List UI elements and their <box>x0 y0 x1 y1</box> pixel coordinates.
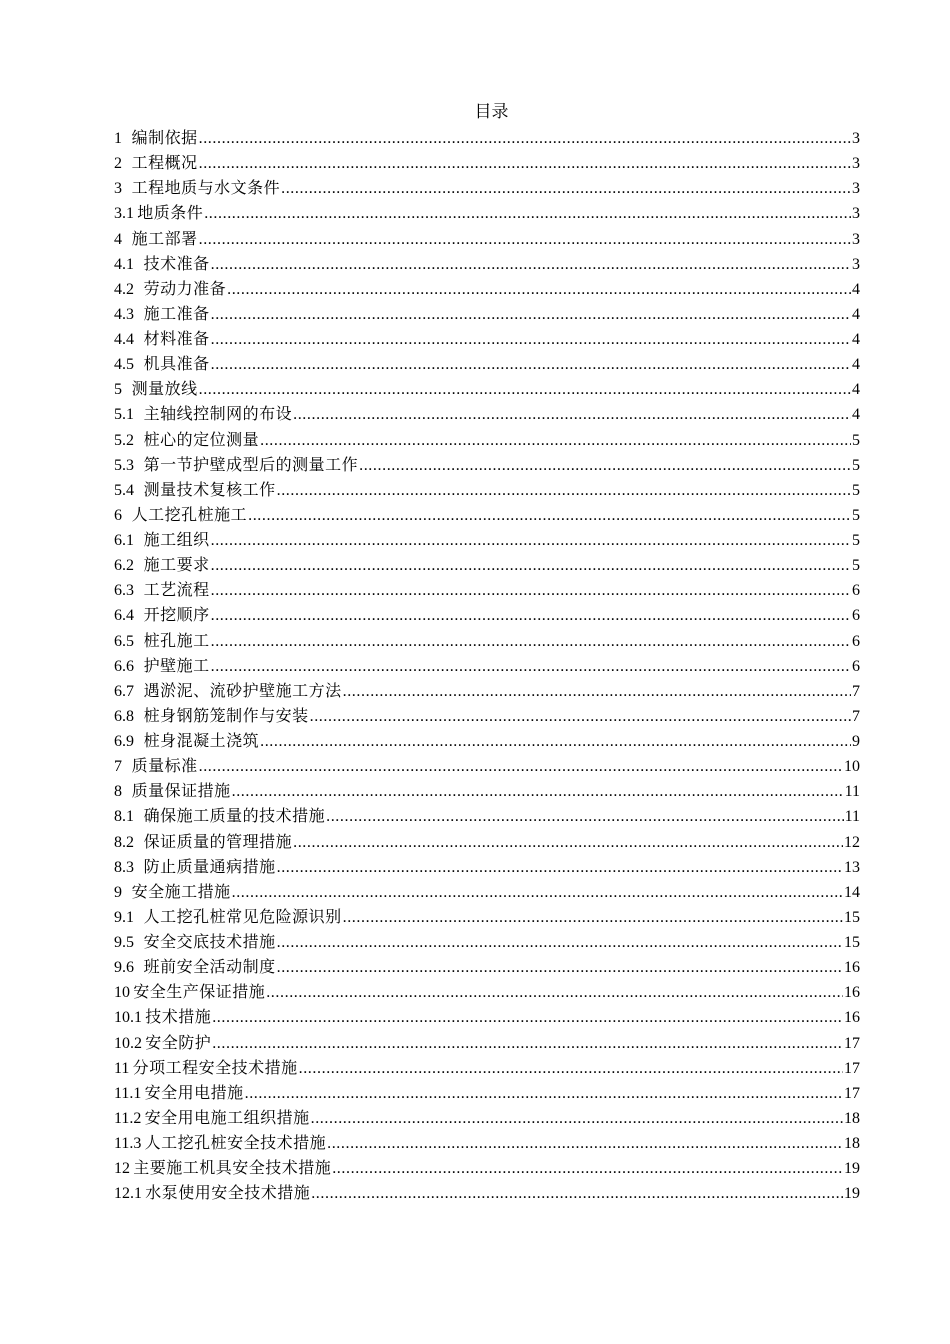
toc-entry-page-number: 17 <box>844 1059 860 1077</box>
toc-entry-number: 5.2 <box>114 431 134 449</box>
toc-entry[interactable] <box>114 754 860 779</box>
toc-dot-leader <box>293 830 843 855</box>
toc-dot-leader <box>260 729 851 754</box>
toc-entry[interactable] <box>114 277 860 302</box>
toc-entry-number: 6.6 <box>114 657 134 675</box>
toc-dot-leader <box>211 603 851 628</box>
toc-list <box>114 126 860 1206</box>
toc-dot-leader <box>326 804 843 829</box>
toc-entry[interactable] <box>114 377 860 402</box>
toc-entry[interactable] <box>114 1081 860 1106</box>
toc-entry-number: 1 <box>114 130 122 147</box>
toc-entry-title: 编制依据 <box>131 130 198 147</box>
toc-entry-page-number: 11 <box>844 808 860 826</box>
toc-entry-page-number: 10 <box>844 758 860 776</box>
toc-dot-leader <box>293 402 851 427</box>
toc-entry-title: 班前安全活动制度 <box>143 959 276 977</box>
toc-entry[interactable] <box>114 352 860 377</box>
toc-entry-number: 6.8 <box>114 707 134 725</box>
toc-entry[interactable] <box>114 126 860 151</box>
toc-dot-leader <box>232 880 843 905</box>
toc-entry-title: 安全用电措施 <box>144 1084 244 1102</box>
toc-entry-page-number: 19 <box>844 1185 860 1203</box>
toc-entry-number: 2 <box>114 155 122 173</box>
toc-entry-number: 8.3 <box>114 858 134 876</box>
toc-entry[interactable] <box>114 578 860 603</box>
toc-dot-leader <box>245 1081 843 1106</box>
toc-entry-title: 安全交底技术措施 <box>143 934 276 951</box>
toc-entry-page-number: 11 <box>844 783 860 801</box>
toc-dot-leader <box>204 201 851 226</box>
toc-entry[interactable] <box>114 654 860 679</box>
toc-entry-page-number: 18 <box>844 1109 860 1127</box>
toc-entry-number: 11.3 <box>114 1135 142 1152</box>
toc-entry[interactable] <box>114 905 860 930</box>
toc-entry-page-number: 6 <box>852 607 860 625</box>
toc-entry[interactable] <box>114 955 860 980</box>
toc-dot-leader <box>199 377 851 402</box>
toc-entry-number: 3 <box>114 180 122 198</box>
toc-entry-page-number: 7 <box>852 682 860 700</box>
toc-entry-title: 第一节护壁成型后的测量工作 <box>143 456 359 474</box>
toc-entry-title: 保证质量的管理措施 <box>143 833 293 851</box>
toc-entry-page-number: 5 <box>852 506 860 524</box>
toc-entry-number: 10.1 <box>114 1009 142 1027</box>
toc-entry[interactable] <box>114 151 860 176</box>
toc-dot-leader <box>311 1181 843 1206</box>
toc-entry[interactable] <box>114 1131 860 1156</box>
toc-entry-number: 12 <box>114 1160 130 1178</box>
toc-dot-leader <box>211 553 851 578</box>
toc-dot-leader <box>277 930 843 955</box>
toc-entry-title: 劳动力准备 <box>143 280 227 298</box>
toc-dot-leader <box>211 352 851 377</box>
toc-entry[interactable] <box>114 980 860 1005</box>
toc-dot-leader <box>310 704 851 729</box>
toc-dot-leader <box>211 252 851 277</box>
toc-entry-page-number: 13 <box>844 858 860 876</box>
toc-dot-leader <box>227 277 851 302</box>
toc-entry[interactable] <box>114 629 860 654</box>
toc-entry[interactable] <box>114 453 860 478</box>
toc-entry[interactable] <box>114 603 860 628</box>
toc-dot-leader <box>281 176 851 201</box>
toc-entry-page-number: 17 <box>844 1034 860 1052</box>
toc-entry-title: 防止质量通病措施 <box>143 858 276 876</box>
toc-entry-page-number: 6 <box>852 632 860 650</box>
toc-entry-number: 6 <box>114 506 122 524</box>
toc-dot-leader <box>199 126 851 151</box>
toc-entry-number: 5.1 <box>114 406 134 424</box>
toc-entry-page-number: 14 <box>844 883 860 901</box>
toc-entry-page-number: 15 <box>844 934 860 951</box>
toc-entry-page-number: 4 <box>852 406 860 424</box>
toc-dot-leader <box>332 1156 843 1181</box>
toc-entry-number: 4 <box>114 230 122 248</box>
toc-entry-number: 10 <box>114 984 130 1002</box>
toc-entry-number: 6.4 <box>114 607 134 625</box>
toc-dot-leader <box>311 1106 843 1131</box>
toc-entry-number: 5.4 <box>114 481 134 499</box>
toc-entry-title: 人工挖孔桩常见危险源识别 <box>143 908 342 926</box>
toc-dot-leader <box>211 629 851 654</box>
toc-entry-number: 8.1 <box>114 808 134 826</box>
toc-dot-leader <box>211 327 851 352</box>
toc-entry-title: 人工挖孔桩安全技术措施 <box>144 1135 327 1152</box>
toc-entry-title: 工程地质与水文条件 <box>131 180 281 198</box>
toc-dot-leader <box>277 478 851 503</box>
toc-entry-page-number: 4 <box>852 331 860 348</box>
toc-dot-leader <box>211 578 851 603</box>
toc-entry-page-number: 5 <box>852 481 860 499</box>
toc-entry[interactable] <box>114 880 860 905</box>
toc-entry-number: 9.6 <box>114 959 134 977</box>
toc-dot-leader <box>343 679 851 704</box>
toc-entry-page-number: 16 <box>844 984 860 1002</box>
toc-dot-leader <box>199 227 851 252</box>
toc-entry[interactable] <box>114 1106 860 1131</box>
toc-entry-page-number: 4 <box>852 305 860 323</box>
toc-entry-title: 分项工程安全技术措施 <box>132 1059 298 1077</box>
toc-entry-title: 测量技术复核工作 <box>143 481 276 499</box>
toc-entry-number: 9 <box>114 883 122 901</box>
toc-entry-number: 6.2 <box>114 557 134 575</box>
toc-entry-title: 地质条件 <box>137 205 204 223</box>
toc-entry[interactable] <box>114 176 860 201</box>
toc-entry-page-number: 18 <box>844 1135 860 1152</box>
toc-dot-leader <box>327 1131 843 1156</box>
toc-entry-number: 4.5 <box>114 356 134 374</box>
toc-entry-number: 12.1 <box>114 1185 142 1203</box>
toc-entry-title: 桩身钢筋笼制作与安装 <box>143 707 309 725</box>
toc-entry-page-number: 3 <box>852 205 860 223</box>
toc-entry-title: 桩身混凝土浇筑 <box>143 733 260 750</box>
toc-entry-number: 11 <box>114 1059 130 1077</box>
toc-entry-title: 安全生产保证措施 <box>133 984 266 1002</box>
toc-dot-leader <box>359 453 851 478</box>
toc-entry[interactable] <box>114 704 860 729</box>
toc-entry-page-number: 12 <box>844 833 860 851</box>
toc-entry-number: 9.1 <box>114 908 134 926</box>
toc-entry-title: 人工挖孔桩施工 <box>131 506 248 524</box>
toc-entry-number: 5 <box>114 381 122 399</box>
toc-entry[interactable] <box>114 804 860 829</box>
toc-entry-page-number: 3 <box>852 255 860 273</box>
toc-entry-title: 安全防护 <box>145 1034 212 1052</box>
toc-dot-leader <box>211 654 851 679</box>
toc-dot-leader <box>299 1056 843 1081</box>
toc-entry[interactable] <box>114 528 860 553</box>
toc-entry-number: 3.1 <box>114 205 134 223</box>
toc-entry-title: 护壁施工 <box>143 657 210 675</box>
toc-entry-page-number: 16 <box>844 959 860 977</box>
toc-entry[interactable] <box>114 227 860 252</box>
toc-entry[interactable] <box>114 1056 860 1081</box>
toc-entry-page-number: 17 <box>844 1084 860 1102</box>
toc-entry[interactable] <box>114 252 860 277</box>
toc-entry-title: 施工部署 <box>131 230 198 248</box>
toc-entry[interactable] <box>114 201 860 226</box>
toc-entry[interactable] <box>114 729 860 754</box>
toc-dot-leader <box>212 1005 843 1030</box>
toc-entry-page-number: 3 <box>852 180 860 198</box>
toc-entry-title: 机具准备 <box>143 356 210 374</box>
toc-entry-page-number: 6 <box>852 657 860 675</box>
toc-entry-number: 5.3 <box>114 456 134 474</box>
toc-entry[interactable] <box>114 1181 860 1206</box>
toc-entry-title: 主要施工机具安全技术措施 <box>133 1160 332 1178</box>
toc-entry[interactable] <box>114 779 860 804</box>
toc-entry-number: 8 <box>114 783 122 801</box>
toc-entry-number: 4.2 <box>114 280 134 298</box>
toc-entry-title: 施工组织 <box>143 532 210 549</box>
toc-entry-number: 4.3 <box>114 305 134 323</box>
toc-entry-title: 技术措施 <box>145 1009 212 1027</box>
toc-title: 目录 <box>474 102 509 121</box>
toc-entry-page-number: 4 <box>852 356 860 374</box>
toc-entry-number: 8.2 <box>114 833 134 851</box>
toc-dot-leader <box>266 980 843 1005</box>
toc-dot-leader <box>211 302 851 327</box>
toc-dot-leader <box>212 1031 843 1056</box>
toc-entry[interactable] <box>114 302 860 327</box>
toc-entry[interactable] <box>114 830 860 855</box>
toc-entry-title: 质量标准 <box>131 758 198 776</box>
toc-entry[interactable] <box>114 855 860 880</box>
toc-entry-number: 6.9 <box>114 733 134 750</box>
toc-entry-page-number: 9 <box>852 733 860 750</box>
toc-entry[interactable] <box>114 1005 860 1030</box>
toc-dot-leader <box>199 151 851 176</box>
toc-entry-page-number: 3 <box>852 230 860 248</box>
toc-entry-title: 安全施工措施 <box>131 883 231 901</box>
toc-entry-title: 桩孔施工 <box>143 632 210 650</box>
toc-entry-number: 11.2 <box>114 1109 142 1127</box>
toc-entry-number: 7 <box>114 758 122 776</box>
toc-dot-leader <box>343 905 843 930</box>
toc-entry[interactable] <box>114 428 860 453</box>
toc-entry-title: 测量放线 <box>131 381 198 399</box>
toc-entry-page-number: 15 <box>844 908 860 926</box>
toc-entry-title: 工艺流程 <box>143 582 210 600</box>
toc-entry-title: 水泵使用安全技术措施 <box>145 1185 311 1203</box>
toc-dot-leader <box>199 754 843 779</box>
toc-entry-page-number: 5 <box>852 431 860 449</box>
toc-entry-title: 开挖顺序 <box>143 607 210 625</box>
toc-entry-title: 质量保证措施 <box>131 783 231 801</box>
toc-entry-title: 确保施工质量的技术措施 <box>143 808 326 826</box>
toc-entry-number: 11.1 <box>114 1084 142 1102</box>
toc-entry[interactable] <box>114 478 860 503</box>
toc-dot-leader <box>277 855 843 880</box>
toc-entry-title: 遇淤泥、流砂护壁施工方法 <box>143 682 342 700</box>
toc-dot-leader <box>232 779 844 804</box>
toc-entry[interactable] <box>114 402 860 427</box>
toc-entry-title: 主轴线控制网的布设 <box>143 406 293 424</box>
toc-entry-title: 技术准备 <box>143 255 210 273</box>
toc-entry[interactable] <box>114 679 860 704</box>
toc-entry-number: 6.5 <box>114 632 134 650</box>
toc-entry-page-number: 19 <box>844 1160 860 1178</box>
toc-entry[interactable] <box>114 1031 860 1056</box>
toc-entry-page-number: 6 <box>852 582 860 600</box>
toc-entry[interactable] <box>114 553 860 578</box>
toc-dot-leader <box>211 528 851 553</box>
toc-entry-number: 6.3 <box>114 582 134 600</box>
toc-entry[interactable] <box>114 327 860 352</box>
toc-entry-page-number: 5 <box>852 532 860 549</box>
toc-entry-number: 4.4 <box>114 331 134 348</box>
toc-entry-title: 施工准备 <box>143 305 210 323</box>
toc-entry-title: 工程概况 <box>131 155 198 173</box>
toc-entry-number: 10.2 <box>114 1034 142 1052</box>
toc-entry-page-number: 16 <box>844 1009 860 1027</box>
toc-entry-page-number: 4 <box>852 381 860 399</box>
toc-entry-page-number: 7 <box>852 707 860 725</box>
toc-entry-number: 9.5 <box>114 934 134 951</box>
toc-entry-title: 材料准备 <box>143 331 210 348</box>
toc-entry-page-number: 5 <box>852 557 860 575</box>
toc-dot-leader <box>260 428 851 453</box>
toc-entry-page-number: 3 <box>852 130 860 147</box>
toc-entry-title: 安全用电施工组织措施 <box>144 1109 310 1127</box>
toc-entry-title: 桩心的定位测量 <box>143 431 260 449</box>
toc-entry-number: 6.1 <box>114 532 134 549</box>
toc-entry-page-number: 5 <box>852 456 860 474</box>
toc-entry[interactable] <box>114 503 860 528</box>
toc-dot-leader <box>277 955 843 980</box>
toc-entry-title: 施工要求 <box>143 557 210 575</box>
toc-entry-page-number: 4 <box>852 280 860 298</box>
toc-entry[interactable] <box>114 930 860 955</box>
toc-dot-leader <box>248 503 851 528</box>
toc-entry-number: 4.1 <box>114 255 134 273</box>
toc-entry-page-number: 3 <box>852 155 860 173</box>
toc-entry[interactable] <box>114 1156 860 1181</box>
toc-entry-number: 6.7 <box>114 682 134 700</box>
